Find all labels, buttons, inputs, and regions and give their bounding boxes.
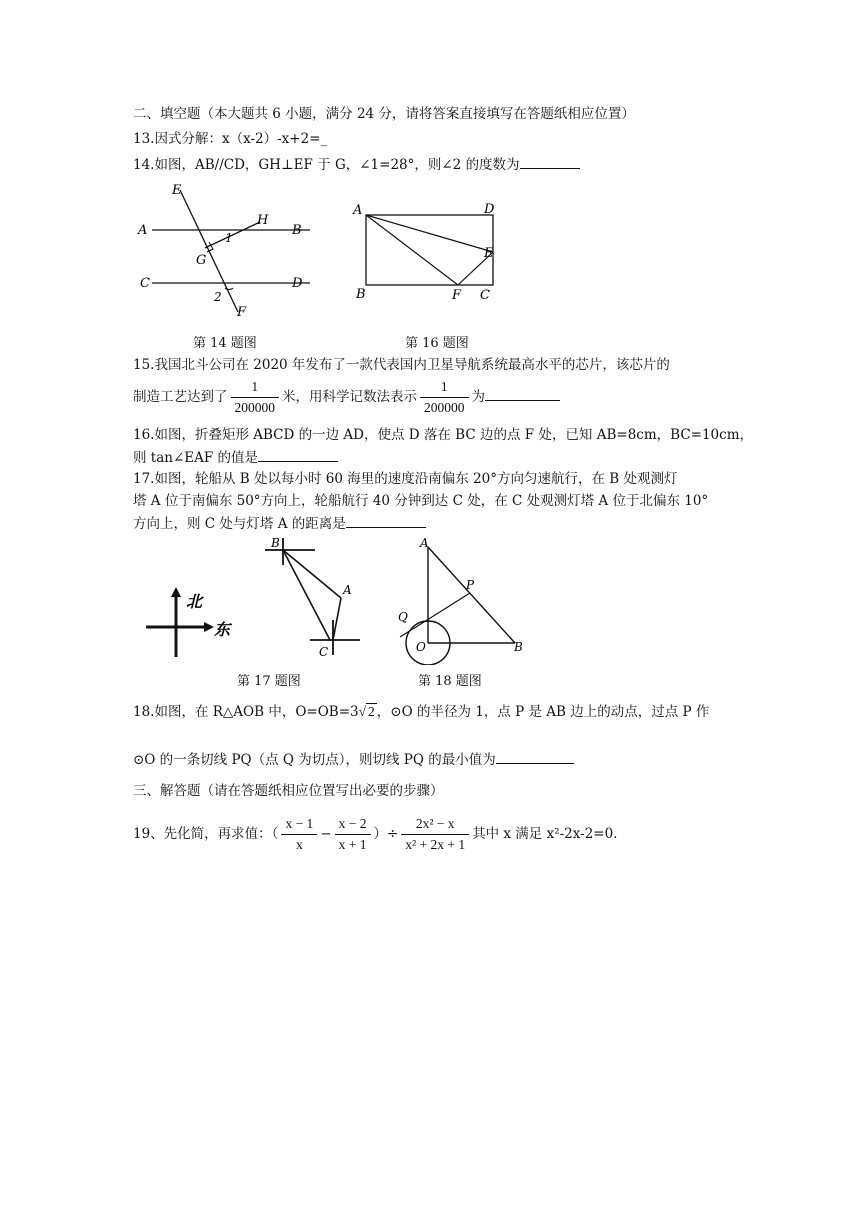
figure-18-caption: 第 18 题图	[418, 674, 482, 689]
fig16-label-c: C	[480, 288, 490, 303]
section3-header: 三、解答题（请在答题纸相应位置写出必要的步骤）	[133, 783, 444, 799]
figure-16-caption: 第 16 题图	[405, 336, 469, 351]
fraction-numerator-second: 1	[420, 377, 469, 398]
question-19-post: 其中 x 满足 x²-2x-2=0.	[472, 826, 618, 842]
fig14-label-angle1: 1	[225, 231, 233, 245]
question-18-post: ，⊙O 的半径为 1，点 P 是 AB 边上的动点，过点 P 作	[376, 704, 710, 720]
figure-16	[348, 200, 508, 305]
question-16-line2	[133, 447, 338, 468]
question-19	[133, 810, 617, 858]
question-15-line2	[133, 377, 560, 418]
figure-17	[255, 530, 365, 665]
fig18-label-a: A	[420, 536, 429, 550]
question-15-pre: 制造工艺达到了	[133, 389, 228, 405]
fraction-19-b-num: x − 2	[335, 814, 371, 835]
fig14-label-h: H	[257, 213, 269, 228]
fig16-label-a: A	[353, 203, 363, 218]
fig14-label-f: F	[237, 305, 247, 320]
fraction-denominator: 200000	[234, 400, 275, 415]
fig14-label-a: A	[138, 223, 148, 238]
question-15-mid: 米，用科学记数法表示	[282, 389, 417, 405]
fig18-label-p: P	[466, 578, 475, 592]
fig14-label-angle2: 2	[214, 290, 222, 304]
fig14-label-b: B	[292, 223, 302, 238]
fig14-label-c: C	[140, 276, 150, 291]
fraction-19-a-den: x	[296, 837, 303, 852]
question-19-pre: 19、先化简，再求值：（	[133, 826, 279, 842]
fig18-label-q: Q	[398, 610, 408, 624]
question-18-text: ⊙O 的一条切线 PQ（点 Q 为切点），则切线 PQ 的最小值为	[133, 752, 496, 768]
question-19-minus: −	[320, 826, 332, 842]
question-15-line1: 15.我国北斗公司在 2020 年发布了一款代表国内卫星导航系统最高水平的芯片，该芯片的	[133, 357, 670, 373]
question-14	[133, 154, 580, 175]
question-17-text: 方向上，则 C 处与灯塔 A 的距离是	[133, 516, 346, 532]
fraction-1-over-200000	[231, 377, 280, 418]
figure-17-caption: 第 17 题图	[237, 674, 301, 689]
fig14-label-g: G	[196, 253, 207, 268]
answer-blank-15	[485, 386, 560, 401]
fig14-label-d: D	[292, 276, 303, 291]
sqrt-radicand: 2	[368, 704, 375, 719]
fig16-label-e: E	[484, 246, 494, 261]
fraction-19-c	[401, 814, 469, 855]
question-15-post: 为	[471, 389, 485, 405]
fig18-label-b: B	[514, 640, 523, 654]
answer-blank-16	[258, 447, 338, 462]
fraction-19-c-den: x² + 2x + 1	[405, 837, 466, 852]
fig16-label-f: F	[452, 288, 462, 303]
fig17-label-a: A	[343, 583, 352, 597]
fig16-label-d: D	[484, 202, 495, 217]
compass-north-label: 北	[186, 592, 203, 611]
question-16-line1: 16.如图，折叠矩形 ABCD 的一边 AD，使点 D 落在 BC 边的点 F 处，已知 AB=8cm，BC=10cm，	[133, 427, 754, 443]
fraction-19-c-num: 2x² − x	[401, 814, 469, 835]
fig16-label-b: B	[356, 287, 366, 302]
figure-14-caption: 第 14 题图	[193, 336, 257, 351]
answer-blank-17	[346, 513, 426, 528]
answer-blank-14	[520, 154, 580, 169]
fig18-label-o: O	[416, 640, 426, 654]
question-17-line1: 17.如图，轮船从 B 处以每小时 60 海里的速度沿南偏东 20°方向匀速航行，在 B 处观测灯	[133, 471, 678, 487]
compass-east-label: 东	[214, 620, 231, 639]
fraction-numerator: 1	[231, 377, 280, 398]
fraction-19-b	[335, 814, 371, 855]
question-18-line1	[133, 702, 709, 722]
fig14-label-e: E	[172, 183, 182, 198]
question-18-pre: 18.如图，在 R△AOB 中，O=OB=3	[133, 704, 359, 720]
fig17-label-b: B	[271, 536, 280, 550]
fraction-19-b-den: x + 1	[338, 837, 367, 852]
fraction-denominator-second: 200000	[424, 400, 465, 415]
figure-14	[130, 180, 315, 320]
question-18-line2	[133, 749, 574, 770]
figure-17-compass	[140, 585, 235, 665]
fraction-19-a-num: x − 1	[281, 814, 317, 835]
fraction-1-over-200000-second	[420, 377, 469, 418]
answer-blank-18	[496, 749, 574, 764]
fig17-label-c: C	[319, 645, 329, 659]
section2-header: 二、填空题（本大题共 6 小题，满分 24 分，请将答案直接填写在答题纸相应位置）	[133, 106, 635, 122]
figure-18	[390, 535, 530, 665]
question-13: 13.因式分解：x（x-2）-x+2=_	[133, 131, 328, 147]
question-19-close: ）÷	[373, 826, 399, 842]
question-14-text: 14.如图，AB//CD，GH⊥EF 于 G，∠1=28°，则∠2 的度数为	[133, 157, 520, 173]
question-16-text: 则 tan∠EAF 的值是	[133, 450, 259, 466]
question-17-line2: 塔 A 位于南偏东 50°方向上，轮船航行 40 分钟到达 C 处，在 C 处观测灯塔 A 位于北偏东 10°	[133, 493, 709, 509]
fraction-19-a	[281, 814, 317, 855]
sqrt-two: √ 2	[358, 704, 375, 719]
